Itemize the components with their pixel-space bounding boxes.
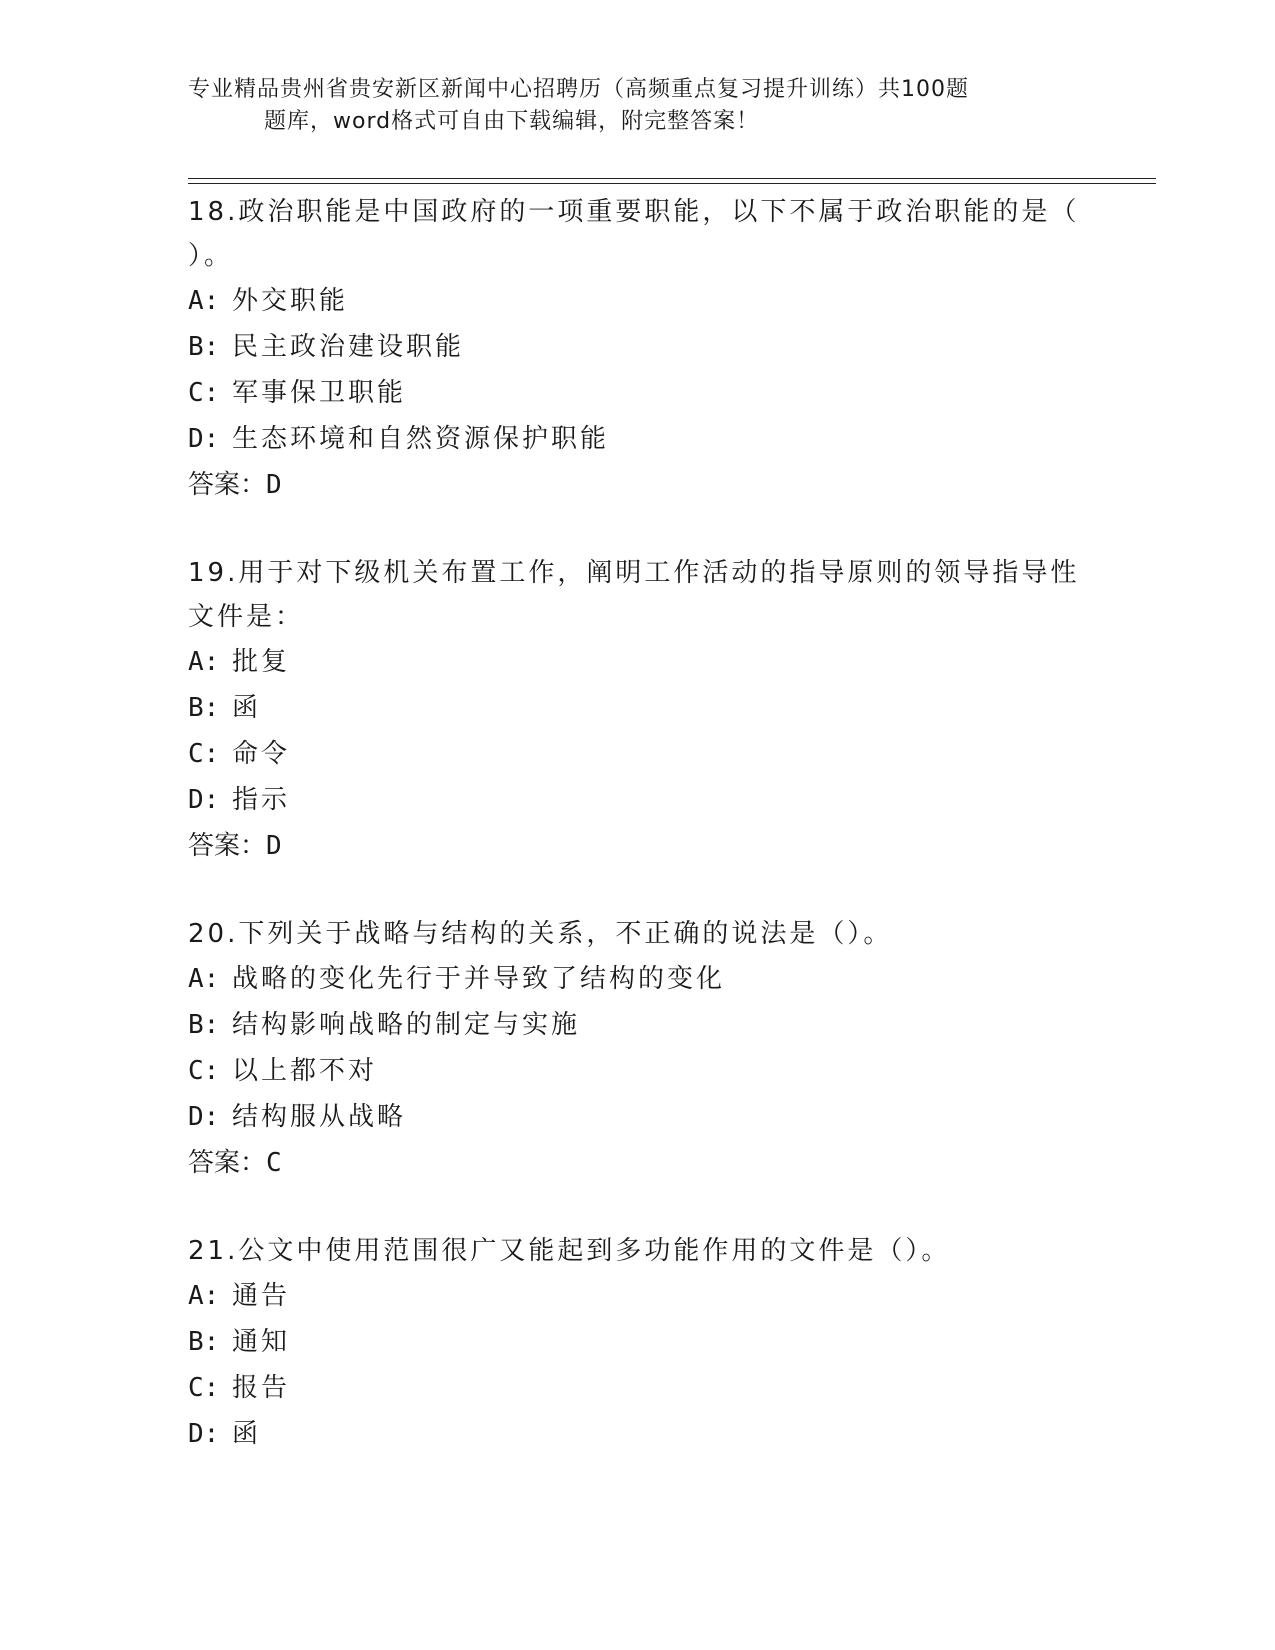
option-letter: B: [188, 1327, 220, 1357]
option-b [188, 324, 1088, 370]
question-list [188, 190, 1088, 1500]
question-stem: 下列关于战略与结构的关系，不正确的说法是（）。 [238, 919, 893, 949]
answer-line [188, 823, 1088, 869]
option-text: 函 [232, 693, 262, 723]
option-letter: B: [188, 1010, 220, 1040]
question-number: 20. [188, 919, 239, 949]
question-stem: 用于对下级机关布置工作，阐明工作活动的指导原则的领导指导性文件是： [188, 558, 1080, 632]
option-text: 军事保卫职能 [232, 378, 407, 408]
option-letter: A: [188, 647, 220, 677]
option-letter: C: [188, 1373, 220, 1403]
option-letter: C: [188, 378, 220, 408]
answer-label: 答案： [188, 1148, 267, 1178]
question-stem: 政治职能是中国政府的一项重要职能，以下不属于政治职能的是（ ）。 [188, 197, 1080, 271]
option-text: 通知 [232, 1327, 291, 1357]
option-letter: D: [188, 1419, 220, 1449]
option-letter: D: [188, 424, 220, 454]
header-divider-bottom [188, 183, 1156, 184]
question-text [188, 551, 1088, 639]
answer-label: 答案： [188, 470, 267, 500]
option-letter: C: [188, 739, 220, 769]
option-a [188, 639, 1088, 685]
option-text: 以上都不对 [232, 1056, 378, 1086]
option-c [188, 731, 1088, 777]
question-number: 19. [188, 558, 239, 588]
header-title-line-2: 题库，word格式可自由下载编辑，附完整答案！ [264, 109, 760, 134]
option-letter: A: [188, 964, 220, 994]
option-letter: A: [188, 1281, 220, 1311]
option-letter: D: [188, 1102, 220, 1132]
question-19 [188, 551, 1088, 869]
option-letter: B: [188, 693, 220, 723]
question-21 [188, 1229, 1088, 1457]
option-letter: A: [188, 286, 220, 316]
option-a [188, 1273, 1088, 1319]
question-text [188, 1229, 1088, 1273]
question-18 [188, 190, 1088, 508]
option-letter: C: [188, 1056, 220, 1086]
answer-line [188, 462, 1088, 508]
option-c [188, 370, 1088, 416]
option-d [188, 416, 1088, 462]
question-number: 18. [188, 197, 239, 227]
option-b [188, 685, 1088, 731]
answer-value: C [266, 1148, 282, 1178]
option-c [188, 1365, 1088, 1411]
option-text: 民主政治建设职能 [232, 332, 465, 362]
option-letter: D: [188, 785, 220, 815]
option-text: 外交职能 [232, 286, 349, 316]
document-header [188, 74, 1088, 138]
option-d [188, 1411, 1088, 1457]
option-text: 命令 [232, 739, 291, 769]
option-d [188, 777, 1088, 823]
question-text [188, 190, 1088, 278]
answer-label: 答案： [188, 831, 267, 861]
answer-line [188, 1140, 1088, 1186]
option-d [188, 1094, 1088, 1140]
question-text [188, 912, 1088, 956]
option-text: 战略的变化先行于并导致了结构的变化 [232, 964, 726, 994]
question-stem: 公文中使用范围很广又能起到多功能作用的文件是（）。 [238, 1236, 951, 1266]
option-text: 报告 [232, 1373, 291, 1403]
option-letter: B: [188, 332, 220, 362]
option-b [188, 1002, 1088, 1048]
question-20 [188, 912, 1088, 1186]
option-text: 批复 [232, 647, 291, 677]
option-a [188, 956, 1088, 1002]
header-divider-top [188, 178, 1156, 179]
question-number: 21. [188, 1236, 239, 1266]
option-text: 指示 [232, 785, 291, 815]
option-b [188, 1319, 1088, 1365]
option-text: 生态环境和自然资源保护职能 [232, 424, 610, 454]
answer-value: D [266, 831, 282, 861]
option-text: 结构影响战略的制定与实施 [232, 1010, 581, 1040]
option-a [188, 278, 1088, 324]
option-text: 结构服从战略 [232, 1102, 407, 1132]
option-text: 通告 [232, 1281, 291, 1311]
header-title-line-1: 专业精品贵州省贵安新区新闻中心招聘历（高频重点复习提升训练）共100题 [188, 77, 969, 102]
answer-value: D [266, 470, 282, 500]
option-c [188, 1048, 1088, 1094]
option-text: 函 [232, 1419, 262, 1449]
